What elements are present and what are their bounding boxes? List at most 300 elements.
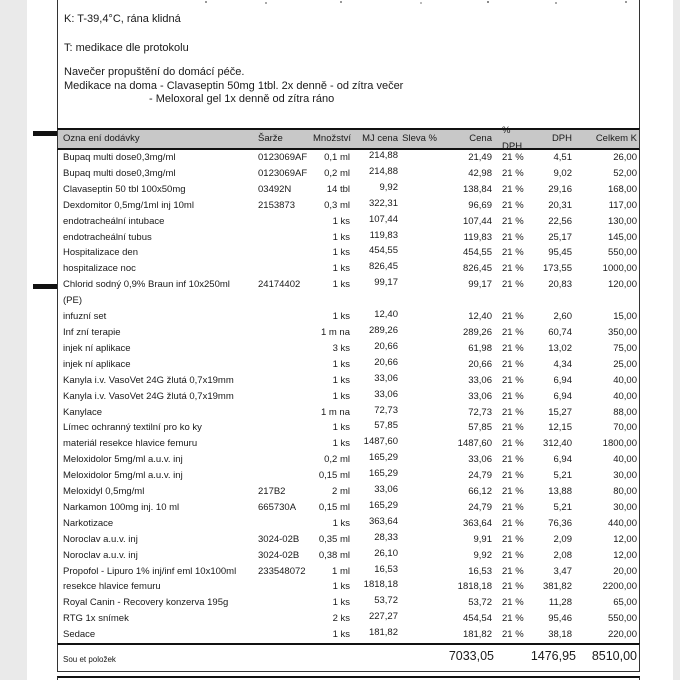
table-row bbox=[58, 341, 637, 357]
item-name-line1: Propofol - Lipuro 1% inj/inf eml 10x100ml bbox=[63, 565, 237, 577]
cell-item-name bbox=[58, 214, 258, 230]
cell-unit-price: 227,27 bbox=[368, 611, 398, 623]
column-header-price: Cena bbox=[469, 133, 492, 145]
cell-vat: 95,45 bbox=[548, 247, 572, 259]
table-row bbox=[58, 309, 637, 325]
cell-total: 30,00 bbox=[613, 470, 637, 482]
cell-item-name bbox=[58, 166, 258, 182]
cell-quantity: 1 ks bbox=[332, 597, 350, 609]
item-name-line1: Bupaq multi dose0,3mg/ml bbox=[63, 167, 176, 179]
cell-vat-rate: 21 % bbox=[502, 390, 524, 402]
cell-item-name bbox=[58, 198, 258, 214]
cell-quantity: 1 ks bbox=[332, 581, 350, 593]
cell-unit-price: 26,10 bbox=[374, 547, 398, 559]
cell-vat-rate: 21 % bbox=[502, 167, 524, 179]
cell-vat-rate: 21 % bbox=[502, 549, 524, 561]
cell-vat: 25,17 bbox=[548, 231, 572, 243]
cell-quantity: 1 ks bbox=[332, 517, 350, 529]
cell-vat: 20,31 bbox=[548, 199, 572, 211]
cell-unit-price: 165,29 bbox=[368, 499, 398, 511]
cell-price: 138,84 bbox=[462, 183, 492, 195]
cell-vat-rate: 21 % bbox=[502, 422, 524, 434]
cell-quantity: 1 ks bbox=[332, 422, 350, 434]
cell-unit-price: 33,06 bbox=[374, 484, 398, 496]
table-row bbox=[58, 579, 637, 595]
cell-item-name bbox=[58, 150, 258, 166]
cell-total: 220,00 bbox=[607, 629, 637, 641]
item-name-line1: endotracheální tubus bbox=[63, 231, 152, 243]
table-row bbox=[58, 373, 637, 389]
cell-total: 350,00 bbox=[607, 326, 637, 338]
cell-item-name bbox=[58, 420, 258, 436]
cell-price: 21,49 bbox=[468, 152, 492, 163]
cell-vat-rate: 21 % bbox=[502, 231, 524, 243]
cell-price: 24,79 bbox=[468, 470, 492, 482]
cell-vat: 4,34 bbox=[553, 358, 572, 370]
cell-price: 9,91 bbox=[473, 533, 492, 545]
cell-vat: 20,83 bbox=[548, 279, 572, 291]
table-row bbox=[58, 532, 637, 548]
item-name-line1: materiál resekce hlavice femuru bbox=[63, 438, 198, 450]
cell-quantity: 2 ks bbox=[332, 613, 350, 625]
item-name-line1: Narkotizace bbox=[63, 517, 114, 529]
cell-total: 40,00 bbox=[613, 454, 637, 466]
summary-row bbox=[57, 643, 640, 672]
cell-item-name bbox=[58, 357, 258, 373]
cell-unit-price: 826,45 bbox=[368, 261, 398, 273]
note-home-medication: Medikace na doma - Clavaseptin 50mg 1tbl. 2x denně - od zítra večer bbox=[64, 80, 404, 92]
cell-quantity: 14 tbl bbox=[326, 183, 350, 195]
cell-item-name bbox=[58, 627, 258, 643]
column-header-total: Celkem K bbox=[595, 133, 637, 145]
cell-unit-price: 289,26 bbox=[368, 324, 398, 336]
cell-unit-price: 181,82 bbox=[368, 627, 398, 639]
column-header-discount: Sleva % bbox=[402, 133, 437, 145]
summary-grand-total: 8510,00 bbox=[591, 649, 637, 664]
cell-total: 20,00 bbox=[613, 565, 637, 577]
cell-vat: 11,28 bbox=[548, 597, 572, 609]
cell-item-name bbox=[58, 611, 258, 627]
cell-total: 117,00 bbox=[608, 199, 637, 211]
table-row bbox=[58, 166, 637, 182]
cell-vat: 95,46 bbox=[548, 613, 572, 625]
cell-item-name bbox=[58, 245, 258, 261]
cell-total: 30,00 bbox=[613, 501, 637, 513]
cell-item-name bbox=[58, 468, 258, 484]
cell-total: 52,00 bbox=[613, 167, 637, 179]
item-name-line1: infuzní set bbox=[63, 311, 107, 323]
cell-quantity: 2 ml bbox=[332, 486, 350, 498]
cell-vat-rate: 21 % bbox=[502, 517, 524, 529]
cell-vat-rate: 21 % bbox=[502, 501, 524, 513]
cell-vat: 22,56 bbox=[548, 215, 572, 227]
cell-quantity: 1 m na bbox=[320, 406, 350, 418]
cell-vat: 13,02 bbox=[548, 342, 572, 354]
cell-total: 1800,00 bbox=[602, 438, 637, 450]
table-row bbox=[58, 595, 637, 611]
item-name-line1: Meloxidolor 5mg/ml a.u.v. inj bbox=[63, 470, 183, 482]
cell-price: 72,73 bbox=[468, 406, 492, 418]
table-row bbox=[58, 484, 637, 500]
cell-quantity: 0,15 ml bbox=[318, 470, 350, 482]
cell-vat: 2,08 bbox=[553, 549, 572, 561]
cell-quantity: 1 ks bbox=[332, 311, 350, 323]
cell-vat-rate: 21 % bbox=[502, 438, 524, 450]
cell-price: 53,72 bbox=[468, 597, 492, 609]
table-row bbox=[58, 230, 637, 246]
cell-vat: 13,88 bbox=[548, 486, 572, 498]
table-row bbox=[58, 500, 637, 516]
cell-total: 12,00 bbox=[613, 549, 637, 561]
item-name-line1: injek ní aplikace bbox=[63, 358, 131, 370]
item-name-line1: resekce hlavice femuru bbox=[63, 581, 161, 593]
table-header-row bbox=[57, 125, 640, 152]
cell-price: 363,64 bbox=[462, 517, 492, 529]
cell-price: 24,79 bbox=[468, 501, 492, 513]
column-header-vat: DPH bbox=[551, 133, 572, 145]
next-section-edge bbox=[57, 676, 640, 680]
cell-item-name bbox=[58, 516, 258, 532]
item-name-line1: Noroclav a.u.v. inj bbox=[63, 533, 138, 545]
cell-unit-price: 33,06 bbox=[374, 372, 398, 384]
cell-vat-rate: 21 % bbox=[502, 406, 524, 418]
cell-total: 120,00 bbox=[607, 279, 637, 291]
cell-quantity: 1 ml bbox=[332, 565, 350, 577]
cell-total: 168,00 bbox=[607, 183, 637, 195]
cell-vat: 15,27 bbox=[548, 406, 572, 418]
cell-unit-price: 119,83 bbox=[369, 229, 398, 241]
cell-total: 2200,00 bbox=[602, 581, 637, 593]
cell-item-name bbox=[58, 500, 258, 516]
cell-vat-rate: 21 % bbox=[502, 279, 524, 291]
cell-price: 42,98 bbox=[468, 167, 492, 179]
cell-quantity: 1 ks bbox=[332, 247, 350, 259]
cell-item-name bbox=[58, 277, 258, 309]
cell-price: 33,06 bbox=[468, 374, 492, 386]
cell-batch: 24174402 bbox=[258, 279, 301, 291]
cell-price: 66,12 bbox=[468, 486, 492, 498]
cell-total: 65,00 bbox=[613, 597, 637, 609]
column-header-quantity: Množství bbox=[313, 133, 352, 145]
cell-vat: 6,94 bbox=[553, 390, 572, 402]
cell-vat-rate: 21 % bbox=[502, 597, 524, 609]
cell-price: 9,92 bbox=[473, 549, 492, 561]
item-name-line1: Kanylace bbox=[63, 406, 103, 418]
table-row bbox=[58, 198, 637, 214]
cell-unit-price: 20,66 bbox=[374, 340, 398, 352]
cell-price: 826,45 bbox=[462, 263, 492, 275]
item-name-line1: Límec ochranný textilní pro ko ky bbox=[63, 422, 202, 434]
item-name-line1: injek ní aplikace bbox=[63, 342, 131, 354]
cell-unit-price: 53,72 bbox=[374, 595, 398, 607]
cell-vat-rate: 21 % bbox=[502, 263, 524, 275]
cell-total: 26,00 bbox=[613, 152, 637, 163]
item-name-line2: (PE) bbox=[63, 295, 82, 307]
cell-quantity: 0,3 ml bbox=[324, 199, 350, 211]
table-row bbox=[58, 150, 637, 166]
cell-vat: 173,55 bbox=[542, 263, 572, 275]
cell-vat: 2,60 bbox=[553, 311, 572, 323]
table-row bbox=[58, 357, 637, 373]
cell-item-name bbox=[58, 230, 258, 246]
cell-quantity: 3 ks bbox=[332, 342, 350, 354]
table-row bbox=[58, 245, 637, 261]
cell-total: 1000,00 bbox=[602, 263, 637, 275]
cell-vat-rate: 21 % bbox=[502, 454, 524, 466]
column-header-unit-price: MJ cena bbox=[362, 133, 398, 145]
cell-vat: 2,09 bbox=[553, 533, 572, 545]
cell-vat: 12,15 bbox=[548, 422, 572, 434]
summary-price-total: 7033,05 bbox=[448, 649, 494, 664]
cell-price: 33,06 bbox=[468, 390, 492, 402]
cell-vat: 5,21 bbox=[553, 470, 572, 482]
item-name-line1: Clavaseptin 50 tbl 100x50mg bbox=[63, 183, 186, 195]
cell-quantity: 0,15 ml bbox=[318, 501, 350, 513]
cell-unit-price: 214,88 bbox=[368, 150, 398, 161]
cell-vat: 312,40 bbox=[542, 438, 572, 450]
cell-unit-price: 454,55 bbox=[368, 245, 398, 257]
cell-vat: 6,94 bbox=[553, 374, 572, 386]
cell-vat-rate: 21 % bbox=[502, 486, 524, 498]
summary-vat-total: 1476,95 bbox=[530, 649, 576, 664]
cell-vat: 381,82 bbox=[542, 581, 572, 593]
cell-unit-price: 9,92 bbox=[379, 181, 398, 193]
cell-batch: 3024-02B bbox=[258, 533, 300, 545]
cell-batch: 665730A bbox=[258, 501, 297, 513]
cell-item-name bbox=[58, 373, 258, 389]
cell-unit-price: 214,88 bbox=[368, 165, 398, 177]
item-name-line1: Royal Canin - Recovery konzerva 195g bbox=[63, 597, 229, 609]
cell-vat-rate: 21 % bbox=[502, 183, 524, 195]
cell-total: 75,00 bbox=[613, 342, 637, 354]
cell-vat-rate: 21 % bbox=[502, 342, 524, 354]
item-name-line1: Meloxidolor 5mg/ml a.u.v. inj bbox=[63, 454, 183, 466]
table-body bbox=[57, 150, 640, 643]
cell-unit-price: 16,53 bbox=[374, 563, 398, 575]
cell-quantity: 1 ks bbox=[332, 358, 350, 370]
cell-item-name bbox=[58, 405, 258, 421]
cell-unit-price: 33,06 bbox=[374, 388, 398, 400]
cell-item-name bbox=[58, 564, 258, 580]
cell-vat: 3,47 bbox=[553, 565, 572, 577]
cell-total: 40,00 bbox=[613, 390, 637, 402]
page-margin-left bbox=[0, 0, 27, 680]
cell-quantity: 1 ks bbox=[332, 215, 350, 227]
cell-vat: 60,74 bbox=[548, 326, 572, 338]
cell-item-name bbox=[58, 579, 258, 595]
cell-vat-rate: 21 % bbox=[502, 358, 524, 370]
cell-item-name bbox=[58, 325, 258, 341]
cell-price: 454,55 bbox=[462, 247, 492, 259]
cell-batch: 03492N bbox=[258, 183, 292, 195]
cell-unit-price: 20,66 bbox=[374, 356, 398, 368]
cell-price: 107,44 bbox=[462, 215, 492, 227]
table-row bbox=[58, 611, 637, 627]
cell-total: 440,00 bbox=[607, 517, 637, 529]
cell-price: 1818,18 bbox=[457, 581, 492, 593]
cell-vat: 76,36 bbox=[548, 517, 572, 529]
table-row bbox=[58, 548, 637, 564]
cell-unit-price: 363,64 bbox=[368, 515, 398, 527]
cell-quantity: 0,2 ml bbox=[324, 454, 350, 466]
cell-total: 550,00 bbox=[607, 247, 637, 259]
cell-batch: 3024-02B bbox=[258, 549, 300, 561]
item-name-line1: Chlorid sodný 0,9% Braun inf 10x250ml bbox=[63, 279, 230, 291]
cell-quantity: 1 ks bbox=[332, 374, 350, 386]
cell-vat: 29,16 bbox=[548, 183, 572, 195]
cell-vat-rate: 21 % bbox=[502, 215, 524, 227]
column-header-batch: Šarže bbox=[258, 133, 283, 145]
item-name-line1: hospitalizace noc bbox=[63, 263, 136, 275]
cell-vat: 4,51 bbox=[553, 152, 572, 163]
table-row bbox=[58, 452, 637, 468]
cell-quantity: 0,2 ml bbox=[324, 167, 350, 179]
cell-price: 119,83 bbox=[463, 231, 492, 243]
cell-quantity: 1 ks bbox=[332, 231, 350, 243]
table-row bbox=[58, 516, 637, 532]
cell-vat-rate: 21 % bbox=[502, 199, 524, 211]
cell-vat-rate: 21 % bbox=[502, 629, 524, 641]
table-row bbox=[58, 420, 637, 436]
table-row bbox=[58, 277, 637, 309]
fold-mark-bottom bbox=[33, 284, 57, 289]
note-discharge: Navečer propuštění do domácí péče. bbox=[64, 66, 245, 78]
cell-item-name bbox=[58, 389, 258, 405]
cell-vat-rate: 21 % bbox=[502, 470, 524, 482]
cell-unit-price: 107,44 bbox=[368, 213, 398, 225]
table-row bbox=[58, 389, 637, 405]
cell-item-name bbox=[58, 182, 258, 198]
cell-total: 88,00 bbox=[613, 406, 637, 418]
cell-total: 70,00 bbox=[613, 422, 637, 434]
cell-vat-rate: 21 % bbox=[502, 152, 524, 163]
cell-batch: 2153873 bbox=[258, 199, 295, 211]
column-header-item-name: Ozna ení dodávky bbox=[63, 133, 140, 145]
cell-unit-price: 12,40 bbox=[374, 309, 398, 321]
table-row bbox=[58, 468, 637, 484]
page-margin-right bbox=[673, 0, 680, 680]
cell-item-name bbox=[58, 532, 258, 548]
cell-quantity: 0,1 ml bbox=[324, 152, 350, 163]
cell-vat: 9,02 bbox=[553, 167, 572, 179]
cell-price: 12,40 bbox=[468, 311, 492, 323]
cell-price: 16,53 bbox=[468, 565, 492, 577]
cell-total: 550,00 bbox=[607, 613, 637, 625]
cell-item-name bbox=[58, 309, 258, 325]
cell-batch: 0123069AF bbox=[258, 167, 308, 179]
item-name-line1: endotracheální intubace bbox=[63, 215, 165, 227]
item-name-line1: Dexdomitor 0,5mg/1ml inj 10ml bbox=[63, 199, 194, 211]
cell-item-name bbox=[58, 548, 258, 564]
cell-vat: 38,18 bbox=[548, 629, 572, 641]
cell-price: 1487,60 bbox=[457, 438, 492, 450]
cell-vat-rate: 21 % bbox=[502, 533, 524, 545]
cell-vat-rate: 21 % bbox=[502, 565, 524, 577]
cell-unit-price: 1487,60 bbox=[363, 436, 398, 448]
note-therapy: T: medikace dle protokolu bbox=[64, 42, 189, 54]
cell-quantity: 0,35 ml bbox=[318, 533, 350, 545]
note-temperature: K: T-39,4°C, rána klidná bbox=[64, 13, 181, 25]
item-name-line1: Kanyla i.v. VasoVet 24G žlutá 0,7x19mm bbox=[63, 374, 234, 386]
item-name-line1: Narkamon 100mg inj. 10 ml bbox=[63, 501, 180, 513]
cell-unit-price: 165,29 bbox=[368, 468, 398, 480]
cell-item-name bbox=[58, 452, 258, 468]
cell-vat-rate: 21 % bbox=[502, 581, 524, 593]
fold-mark-top bbox=[33, 131, 57, 136]
cell-vat-rate: 21 % bbox=[502, 326, 524, 338]
cell-total: 80,00 bbox=[613, 486, 637, 498]
table-row bbox=[58, 564, 637, 580]
cell-item-name bbox=[58, 436, 258, 452]
cell-batch: 0123069AF bbox=[258, 152, 308, 163]
cell-price: 57,85 bbox=[468, 422, 492, 434]
cell-item-name bbox=[58, 595, 258, 611]
cell-item-name bbox=[58, 484, 258, 500]
cell-price: 454,54 bbox=[462, 613, 492, 625]
cell-item-name bbox=[58, 261, 258, 277]
cell-price: 99,17 bbox=[468, 279, 492, 291]
table-row bbox=[58, 627, 637, 643]
cell-price: 20,66 bbox=[468, 358, 492, 370]
item-name-line1: Noroclav a.u.v. inj bbox=[63, 549, 138, 561]
item-name-line1: Bupaq multi dose0,3mg/ml bbox=[63, 152, 176, 163]
cell-quantity: 0,38 ml bbox=[318, 549, 350, 561]
table-row bbox=[58, 405, 637, 421]
table-row bbox=[58, 261, 637, 277]
cell-quantity: 1 ks bbox=[332, 263, 350, 275]
table-row bbox=[58, 325, 637, 341]
cell-vat-rate: 21 % bbox=[502, 374, 524, 386]
cell-vat-rate: 21 % bbox=[502, 613, 524, 625]
note-home-medication-2: - Meloxoral gel 1x denně od zítra ráno bbox=[149, 93, 335, 105]
cell-batch: 233548072 bbox=[258, 565, 306, 577]
item-name-line1: Hospitalizace den bbox=[63, 247, 138, 259]
cell-price: 61,98 bbox=[468, 342, 492, 354]
cell-item-name bbox=[58, 341, 258, 357]
item-name-line1: RTG 1x snímek bbox=[63, 613, 129, 625]
cell-quantity: 1 ks bbox=[332, 279, 350, 291]
cell-price: 289,26 bbox=[462, 326, 492, 338]
cell-quantity: 1 ks bbox=[332, 438, 350, 450]
table-row bbox=[58, 214, 637, 230]
item-name-line1: Kanyla i.v. VasoVet 24G žlutá 0,7x19mm bbox=[63, 390, 234, 402]
cell-vat-rate: 21 % bbox=[502, 311, 524, 323]
cell-price: 181,82 bbox=[462, 629, 492, 641]
cell-batch: 217B2 bbox=[258, 486, 286, 498]
cell-price: 96,69 bbox=[468, 199, 492, 211]
invoice-section bbox=[57, 0, 640, 680]
cell-unit-price: 57,85 bbox=[374, 420, 398, 432]
clipped-text-artifacts bbox=[0, 1, 2, 3]
table-row bbox=[58, 436, 637, 452]
cell-vat: 6,94 bbox=[553, 454, 572, 466]
cell-unit-price: 165,29 bbox=[368, 452, 398, 464]
cell-total: 15,00 bbox=[613, 311, 637, 323]
cell-vat: 5,21 bbox=[553, 501, 572, 513]
cell-quantity: 1 ks bbox=[332, 629, 350, 641]
item-name-line1: Sedace bbox=[63, 629, 96, 641]
cell-quantity: 1 ks bbox=[332, 390, 350, 402]
cell-unit-price: 28,33 bbox=[374, 531, 398, 543]
item-name-line1: Meloxidyl 0,5mg/ml bbox=[63, 486, 145, 498]
cell-total: 40,00 bbox=[613, 374, 637, 386]
cell-total: 12,00 bbox=[613, 533, 637, 545]
table-row bbox=[58, 182, 637, 198]
clinical-notes bbox=[57, 0, 640, 128]
summary-label: Sou et položek bbox=[63, 655, 116, 665]
item-name-line1: Inf zní terapie bbox=[63, 326, 121, 338]
cell-unit-price: 322,31 bbox=[368, 197, 398, 209]
